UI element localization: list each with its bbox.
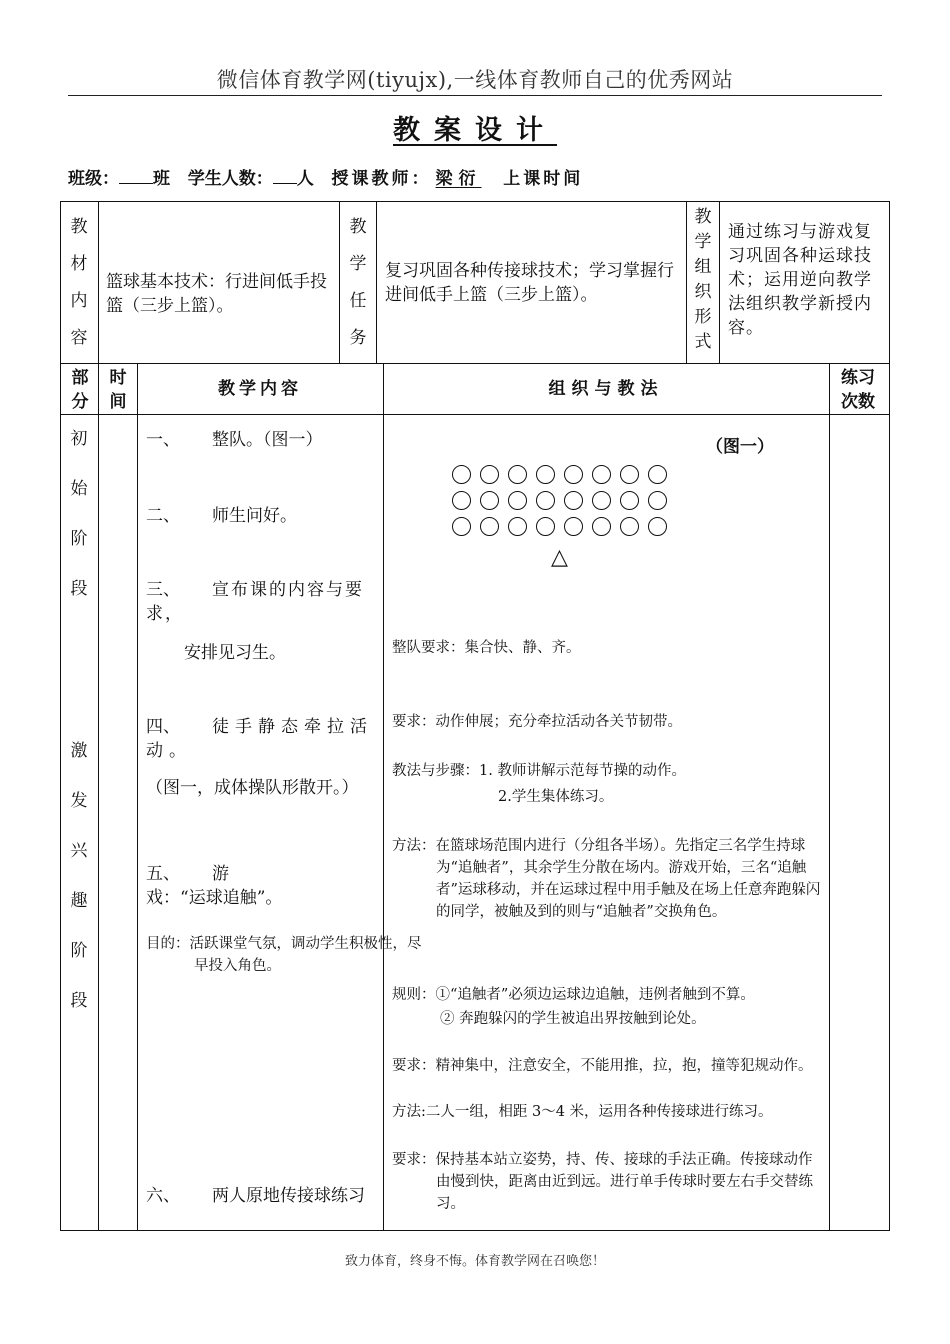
form-label: 教 学 组 织 形 式: [694, 207, 712, 352]
student-marker: [648, 491, 667, 510]
formation-row: [452, 513, 667, 539]
formation-row: [452, 461, 667, 487]
student-marker: [480, 517, 499, 536]
time-header: 时 间: [109, 368, 127, 412]
class-suffix: 班: [153, 169, 170, 189]
student-marker: [508, 465, 527, 484]
content-item-6: 六、 两人原地传接球练习: [146, 1186, 365, 1206]
student-marker: [648, 517, 667, 536]
lesson-meta: [68, 164, 583, 189]
student-marker: [564, 465, 583, 484]
content-item-3: 三、 宣布课的内容与要求，: [146, 580, 364, 624]
content-item-1: 一、 整队。（图一）: [146, 430, 323, 450]
steps-1: 教法与步骤：1. 教师讲解示范每节操的动作。: [392, 763, 686, 779]
pass-method: 方法:二人一组，相距 3～4 米，运用各种传接球进行练习。: [392, 1104, 773, 1120]
material-text: 篮球基本技术：行进间低手投篮（三步上篮）。: [106, 272, 327, 316]
formation-row: [452, 487, 667, 513]
student-marker: [536, 491, 555, 510]
class-blank: [119, 169, 153, 184]
formation-requirement: 整队要求：集合快、静、齐。: [392, 640, 581, 656]
student-marker: [536, 517, 555, 536]
class-label: 班级：: [68, 169, 119, 189]
page-footer: 致力体育，终身不悔。体育教学网在召唤您！: [344, 1254, 605, 1269]
content-item-5: 五、 游戏：“运球追触”。: [146, 864, 283, 908]
cell-border: [719, 201, 720, 363]
student-marker: [564, 491, 583, 510]
material-label: 教 材 内 容: [70, 217, 88, 348]
header-divider: [68, 95, 882, 96]
student-marker: [592, 465, 611, 484]
phase-initial: 初 始 阶 段: [70, 429, 88, 599]
reps-header: 练习次数: [841, 368, 875, 412]
game-requirement: 要求：精神集中，注意安全，不能用推，拉，抱，撞等犯规动作。: [392, 1058, 813, 1074]
content-item-2: 二、 师生问好。: [146, 506, 297, 526]
students-suffix: 人: [296, 169, 314, 189]
cell-border: [98, 201, 99, 363]
students-label: 学生人数：: [187, 169, 273, 189]
row-border: [60, 414, 890, 415]
student-marker: [620, 491, 639, 510]
time-label: 上课时间: [503, 169, 584, 189]
student-marker: [648, 465, 667, 484]
pass-requirement: 要求：保持基本站立姿势，持、传、接球的手法正确。传接球动作由慢到快，距离由近到远。进行单手传球时要左右手交替练习。: [392, 1152, 813, 1212]
student-marker: [508, 517, 527, 536]
teacher-triangle-icon: △: [551, 545, 568, 570]
game-rule-2: ② 奔跑躲闪的学生被追出界按触到论处。: [440, 1011, 706, 1027]
student-marker: [536, 465, 555, 484]
student-marker: [592, 491, 611, 510]
teacher-name: 梁衍: [435, 169, 482, 189]
cell-border: [376, 201, 377, 363]
task-text: 复习巩固各种传接球技术；学习掌握行进间低手上篮（三步上篮）。: [385, 261, 674, 305]
task-label: 教 学 任 务: [349, 217, 367, 348]
phase-stimulate: 激 发 兴 趣 阶 段: [70, 741, 88, 1011]
method-header: 组织与教法: [548, 379, 664, 399]
content-item-3b: 安排见习生。: [184, 643, 286, 663]
student-marker: [452, 465, 471, 484]
cell-border: [686, 201, 687, 363]
steps-2: 2.学生集体练习。: [498, 789, 614, 805]
cell-border: [383, 363, 384, 1231]
content-header: 教学内容: [218, 379, 302, 399]
formation-diagram: [452, 461, 667, 539]
student-marker: [452, 491, 471, 510]
page-title: 教案设计: [393, 115, 557, 146]
site-header: 微信体育教学网(tiyujx),一线体育教师自己的优秀网站: [216, 68, 734, 92]
student-marker: [620, 517, 639, 536]
cell-border: [829, 363, 830, 1231]
content-item-4: 四、 徒手静态牵拉活动。: [146, 717, 373, 761]
student-marker: [452, 517, 471, 536]
stretch-requirement: 要求：动作伸展；充分牵拉活动各关节韧带。: [392, 714, 682, 730]
students-blank: [273, 169, 297, 184]
row-border: [60, 363, 890, 364]
part-header: 部 分: [71, 368, 89, 412]
form-text: 通过练习与游戏复习巩固各种运球技术；运用逆向教学法组织教学新授内容。: [728, 222, 872, 338]
content-purpose: 目的：活跃课堂气氛，调动学生积极性，尽早投入角色。: [146, 936, 422, 974]
student-marker: [480, 465, 499, 484]
student-marker: [508, 491, 527, 510]
student-marker: [620, 465, 639, 484]
cell-border: [339, 201, 340, 363]
content-item-4b: （图一，成体操队形散开。）: [146, 778, 359, 798]
cell-border: [137, 363, 138, 1231]
student-marker: [592, 517, 611, 536]
teacher-label: 授课教师：: [331, 169, 432, 189]
student-marker: [480, 491, 499, 510]
cell-border: [98, 363, 99, 1231]
student-marker: [564, 517, 583, 536]
figure-label: （图一）: [706, 437, 774, 457]
game-rule-1: 规则：①“追触者”必须边运球边追触，违例者触到不算。: [392, 987, 755, 1003]
game-method: 方法：在篮球场范围内进行（分组各半场）。先指定三名学生持球为“追触者”，其余学生分散在场内。游戏开始，三名“追触者”运球移动，并在运球过程中用手触及在场上任意奔跑躲闪的同学，被触及到的则与“追触者”交换角色。: [392, 838, 821, 920]
